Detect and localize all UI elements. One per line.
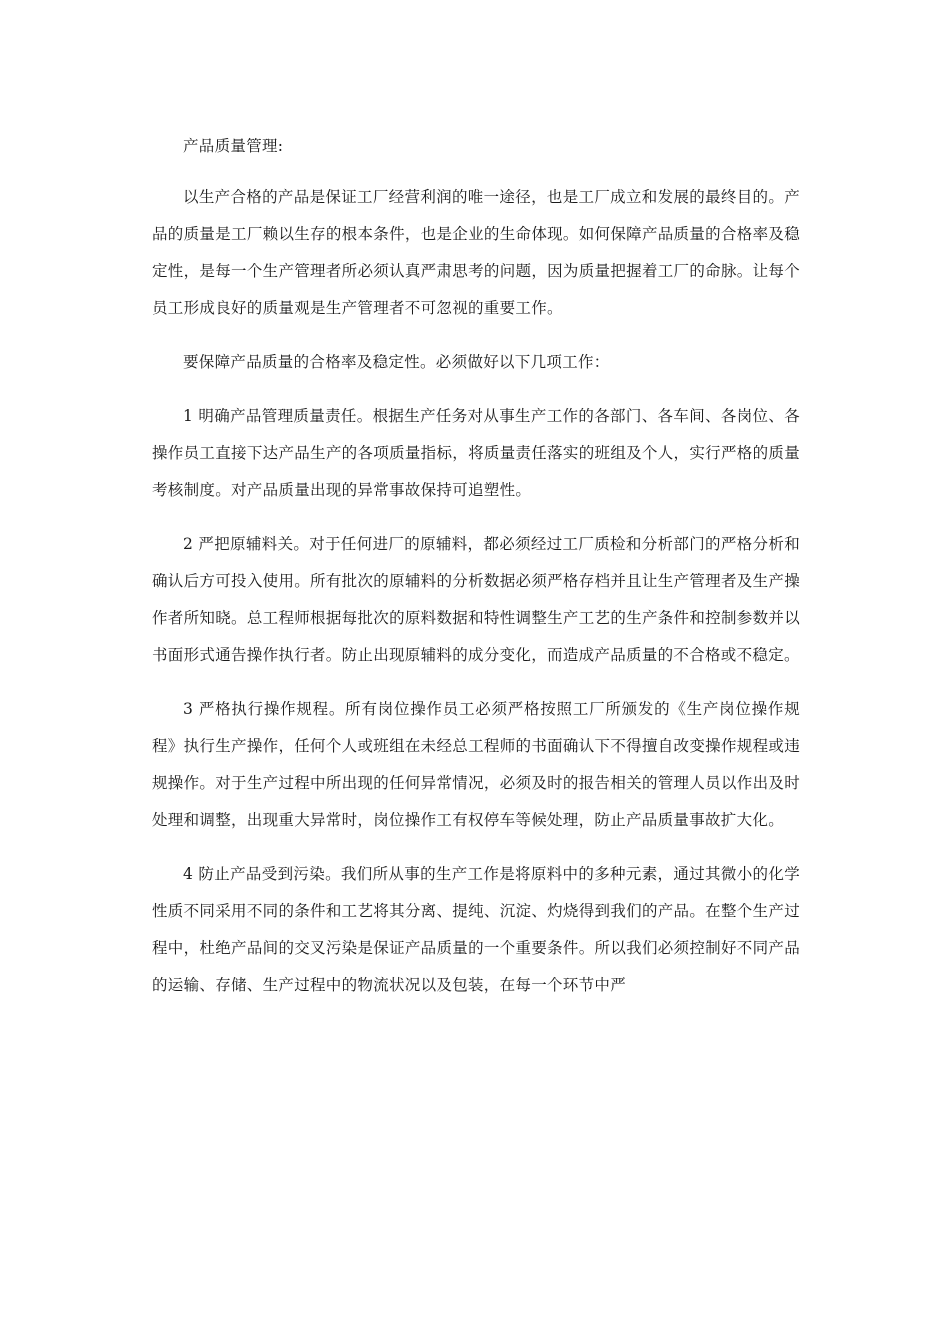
paragraph-item-4: 4 防止产品受到污染。我们所从事的生产工作是将原料中的多种元素，通过其微小的化学性质不同采用不同的条件和工艺将其分离、提纯、沉淀、灼烧得到我们的产品。在整个生产过程中，杜绝产品间的交叉污染是保证产品质量的一个重要条件。所以我们必须控制好不同产品的运输、存储、生产过程中的物流状况以及包装，在每一个环节中严 bbox=[152, 865, 800, 994]
paragraph-item-1: 1 明确产品管理质量责任。根据生产任务对从事生产工作的各部门、各车间、各岗位、各操作员工直接下达产品生产的各项质量指标，将质量责任落实的班组及个人，实行严格的质量考核制度。对产品质量出现的异常事故保持可追塑性。 bbox=[152, 407, 800, 499]
document-body bbox=[152, 128, 800, 1021]
paragraph-requirements: 要保障产品质量的合格率及稳定性。必须做好以下几项工作： bbox=[183, 353, 610, 371]
paragraph-intro: 以生产合格的产品是保证工厂经营利润的唯一途径，也是工厂成立和发展的最终目的。产品的质量是工厂赖以生存的根本条件，也是企业的生命体现。如何保障产品质量的合格率及稳定性，是每一个生产管理者所必须认真严肃思考的问题，因为质量把握着工厂的命脉。让每个员工形成良好的质量观是生产管理者不可忽视的重要工作。 bbox=[152, 188, 800, 317]
section-heading: 产品质量管理: bbox=[183, 137, 284, 155]
paragraph-item-3: 3 严格执行操作规程。所有岗位操作员工必须严格按照工厂所颁发的《生产岗位操作规程》执行生产操作，任何个人或班组在未经总工程师的书面确认下不得擅自改变操作规程或违规操作。对于生产过程中所出现的任何异常情况，必须及时的报告相关的管理人员以作出及时处理和调整，出现重大异常时，岗位操作工有权停车等候处理，防止产品质量事故扩大化。 bbox=[152, 700, 800, 829]
paragraph-item-2: 2 严把原辅料关。对于任何进厂的原辅料，都必须经过工厂质检和分析部门的严格分析和确认后方可投入使用。所有批次的原辅料的分析数据必须严格存档并且让生产管理者及生产操作者所知晓。总工程师根据每批次的原料数据和特性调整生产工艺的生产条件和控制参数并以书面形式通告操作执行者。防止出现原辅料的成分变化，而造成产品质量的不合格或不稳定。 bbox=[152, 535, 800, 664]
